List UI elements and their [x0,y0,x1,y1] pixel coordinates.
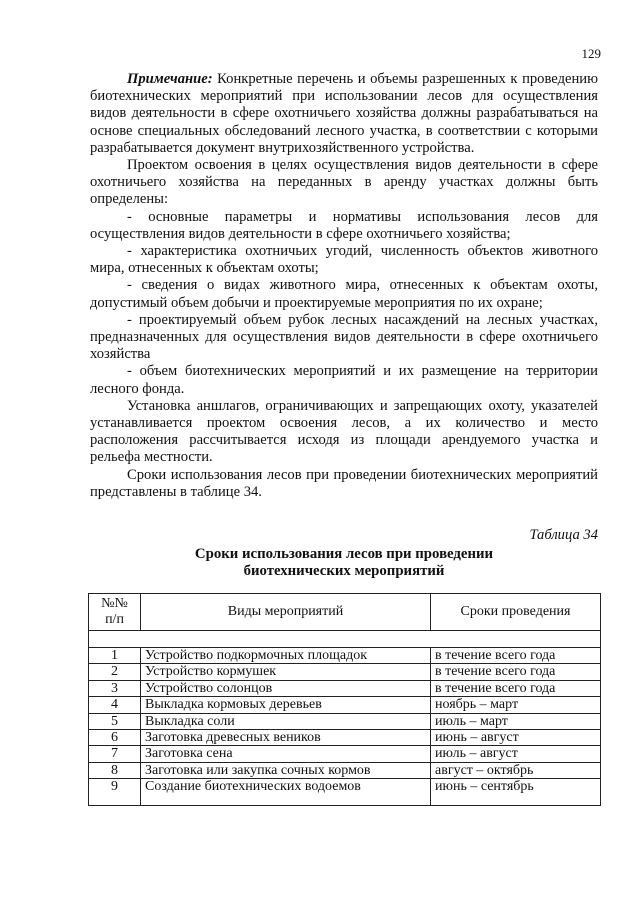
row-activity: Создание биотехнических водоемов [141,779,431,806]
row-activity: Выкладка кормовых деревьев [141,697,431,713]
table-row [89,779,601,806]
bullet-item: - характеристика охотничьих угодий, численность объектов животного мира, отнесенных к объектам охоты; [90,243,598,277]
row-number: 4 [89,697,141,713]
table-title [90,546,598,580]
terms-paragraph: Сроки использования лесов при проведении биотехнических мероприятий представлены в таблице 34. [90,466,598,500]
table-row [89,713,601,729]
row-number: 1 [89,648,141,664]
note-text: Конкретные перечень и объемы разрешенных к проведению биотехнических мероприятий при использовании лесов для осуществления видов деятельности в сфере охотничьего хозяйства должны разрабатываться на основе специальных обследований лесного участка, в соответствии с которыми разрабатывается документ внутрихозяйственного устройства. [90,71,598,156]
row-activity: Заготовка или закупка сочных кормов [141,762,431,778]
row-period: июль – март [431,713,601,729]
row-activity: Выкладка соли [141,713,431,729]
header-number-line1: №№ [101,596,128,611]
bullet-item: - проектируемый объем рубок лесных насаждений на лесных участках, предназначенных для осуществления видов деятельности в сфере охотничьего хозяйства [90,311,598,363]
row-period: август – октябрь [431,762,601,778]
page-number: 129 [581,46,601,61]
header-period: Сроки проведения [431,594,601,631]
row-period: ноябрь – март [431,697,601,713]
row-activity: Заготовка древесных веников [141,730,431,746]
table-spacer-row [89,631,601,648]
activities-table [88,593,601,806]
table-row [89,648,601,664]
spacer-cell [89,631,601,648]
table-header-row [89,594,601,631]
table-row [89,746,601,762]
bullet-item: - объем биотехнических мероприятий и их размещение на территории лесного фонда. [90,363,598,397]
header-number [89,594,141,631]
table-row [89,762,601,778]
note-label: Примечание: [127,71,213,87]
row-number: 3 [89,680,141,696]
row-period: в течение всего года [431,664,601,680]
row-number: 2 [89,664,141,680]
bullet-item: - основные параметры и нормативы использования лесов для осуществления видов деятельности в сфере охотничьего хозяйства; [90,208,598,242]
row-period: июнь – сентябрь [431,779,601,806]
table-title-line: Сроки использования лесов при проведении [194,546,494,562]
table-row [89,664,601,680]
row-period: в течение всего года [431,680,601,696]
bullet-item: - сведения о видах животного мира, отнесенных к объектам охоты, допустимый объем добычи и проектируемые мероприятия по их охране; [90,277,598,311]
row-number: 9 [89,779,141,806]
signs-paragraph: Установка аншлагов, ограничивающих и запрещающих охоту, указателей устанавливается проектом освоения лесов, а их количество и место расположения рассчитывается исходя из площади арендуемого участка и рельефа местности. [90,397,598,466]
row-number: 7 [89,746,141,762]
table-caption: Таблица 34 [529,527,598,543]
row-number: 5 [89,713,141,729]
header-activity: Виды мероприятий [141,594,431,631]
intro-paragraph: Проектом освоения в целях осуществления видов деятельности в сфере охотничьего хозяйства на переданных в аренду участках должны быть определены: [90,157,598,208]
row-period: июнь – август [431,730,601,746]
row-activity: Заготовка сена [141,746,431,762]
row-number: 8 [89,762,141,778]
row-activity: Устройство солонцов [141,680,431,696]
table-row [89,697,601,713]
header-number-line2: п/п [105,612,124,627]
table-row [89,680,601,696]
row-period: в течение всего года [431,648,601,664]
table-title-line: биотехнических мероприятий [243,563,445,579]
row-period: июль – август [431,746,601,762]
table-row [89,730,601,746]
row-activity: Устройство кормушек [141,664,431,680]
document-body [90,71,598,501]
row-number: 6 [89,730,141,746]
row-activity: Устройство подкормочных площадок [141,648,431,664]
note-paragraph [90,71,598,157]
